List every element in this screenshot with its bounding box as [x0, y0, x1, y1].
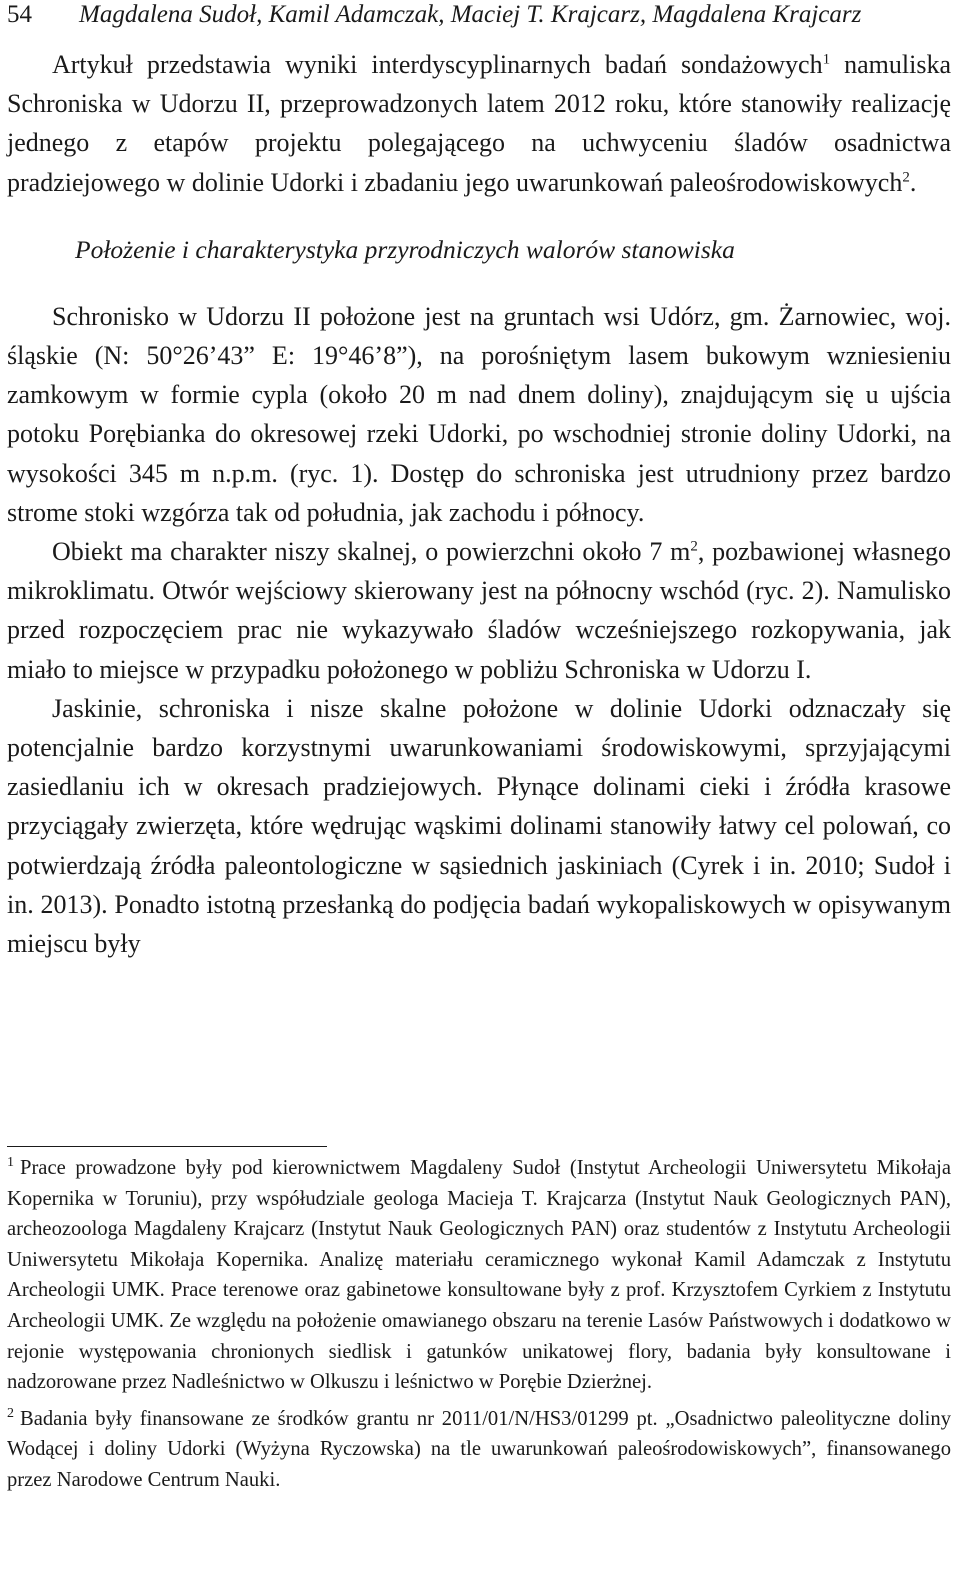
superscript-2: 2 [690, 538, 698, 555]
footnote-mark: 1 [7, 1155, 14, 1171]
intro-paragraph [7, 45, 951, 202]
footnote-text: Badania były finansowane ze środków grantu nr 2011/01/N/HS3/01299 pt. „Osadnictwo paleolityczne doliny Wodącej i doliny Udorki (Wyżyna Ryczowska) na tle uwarunkowań paleośrodowiskowych”, finansowanego przez Narodowe Centrum Nauki. [7, 1407, 951, 1491]
intro-text-c: . [909, 167, 917, 197]
paragraph-object-text-a: Obiekt ma charakter niszy skalnej, o powierzchni około 7 m [52, 537, 691, 567]
paragraph-object [7, 532, 951, 689]
footnote-2 [7, 1404, 951, 1496]
intro-text-b: namuliska Schroniska w Udorzu II, przeprowadzonych latem 2012 roku, które stanowiły realizację jednego z etapów projektu polegającego na uchwyceniu śladów osadnictwa pradziejowego w dolinie Udorki i zbadaniu jego uwarunkowań paleośrodowiskowych [7, 50, 951, 197]
running-header-authors: Magdalena Sudoł, Kamil Adamczak, Maciej T. Krajcarz, Magdalena Krajcarz [79, 1, 862, 28]
footnote-ref-2[interactable]: 2 [902, 168, 910, 185]
footnote-text: Prace prowadzone były pod kierownictwem Magdaleny Sudoł (Instytut Archeologii Uniwersytetu Mikołaja Kopernika w Toruniu), przy współudziale geologa Macieja T. Krajcarza (Instytut Nauk Geologicznych PAN), archeozoologa Magdaleny Krajcarz (Instytut Nauk Geologicznych PAN) oraz studentów z Instytutu Archeologii Uniwersytetu Mikołaja Kopernika. Analizę materiału ceramicznego wykonał Kamil Adamczak z Instytutu Archeologii UMK. Prace terenowe oraz gabinetowe konsultowane były z prof. Krzysztofem Cyrkiem z Instytutu Archeologii UMK. Ze względu na położenie omawianego obszaru na terenie Lasów Państwowych i dodatkowo w rejonie występowania chronionych siedlisk i gatunków unikatowej flory, badania były konsultowane i nadzorowane przez Nadleśnictwo w Olkuszu i leśnictwo w Porębie Dzierżnej. [7, 1157, 951, 1394]
paragraph-object-text-b: , pozbawionej własnego mikroklimatu. Otwór wejściowy skierowany jest na północny wschód (ryc. 2). Namulisko przed rozpoczęciem prac nie wykazywało śladów wcześniejszego rozkopywania, jak miało to miejsce w przypadku położonego w pobliżu Schroniska w Udorzu I. [7, 537, 951, 684]
footnote-ref-1[interactable]: 1 [822, 51, 831, 68]
paragraph-caves: Jaskinie, schroniska i nisze skalne położone w dolinie Udorki odznaczały się potencjalnie bardzo korzystnymi uwarunkowaniami środowiskowymi, sprzyjającymi zasiedlaniu ich w okresach pradziejowych. Płynące dolinami cieki i źródła krasowe przyciągały zwierzęta, które wędrując wąskimi dolinami stanowiły łatwy cel polowań, co potwierdzają źródła paleontologiczne w sąsiednich jaskiniach (Cyrek i in. 2010; Sudoł i in. 2013). Ponadto istotną przesłanką do podjęcia badań wykopaliskowych w opisywanym miejscu były [7, 693, 951, 959]
main-text [7, 45, 951, 963]
paragraph-location: Schronisko w Udorzu II położone jest na gruntach wsi Udórz, gm. Żarnowiec, woj. śląskie (N: 50°26’43” E: 19°46’8”), na porośniętym lasem bukowym wzniesieniu zamkowym w formie cypla (około 20 m nad dnem doliny), znajdującym się u ujścia potoku Porębianka do okresowej rzeki Udorki, po wschodniej stronie doliny Udorki, na wysokości 345 m n.p.m. (ryc. 1). Dostęp do schroniska jest utrudniony przez bardzo strome stoki wzgórza tak od południa, jak zachodu i północy. [7, 301, 951, 527]
intro-text-a: Artykuł przedstawia wyniki interdyscyplinarnych badań sondażowych [52, 50, 823, 79]
footnote-divider [7, 1146, 327, 1147]
running-header [7, 0, 951, 40]
section-heading: Położenie i charakterystyka przyrodniczych walorów stanowiska [75, 234, 735, 264]
footnotes [7, 1153, 951, 1502]
page-number: 54 [7, 1, 32, 28]
footnote-mark: 2 [7, 1405, 14, 1421]
footnote-1 [7, 1153, 951, 1398]
